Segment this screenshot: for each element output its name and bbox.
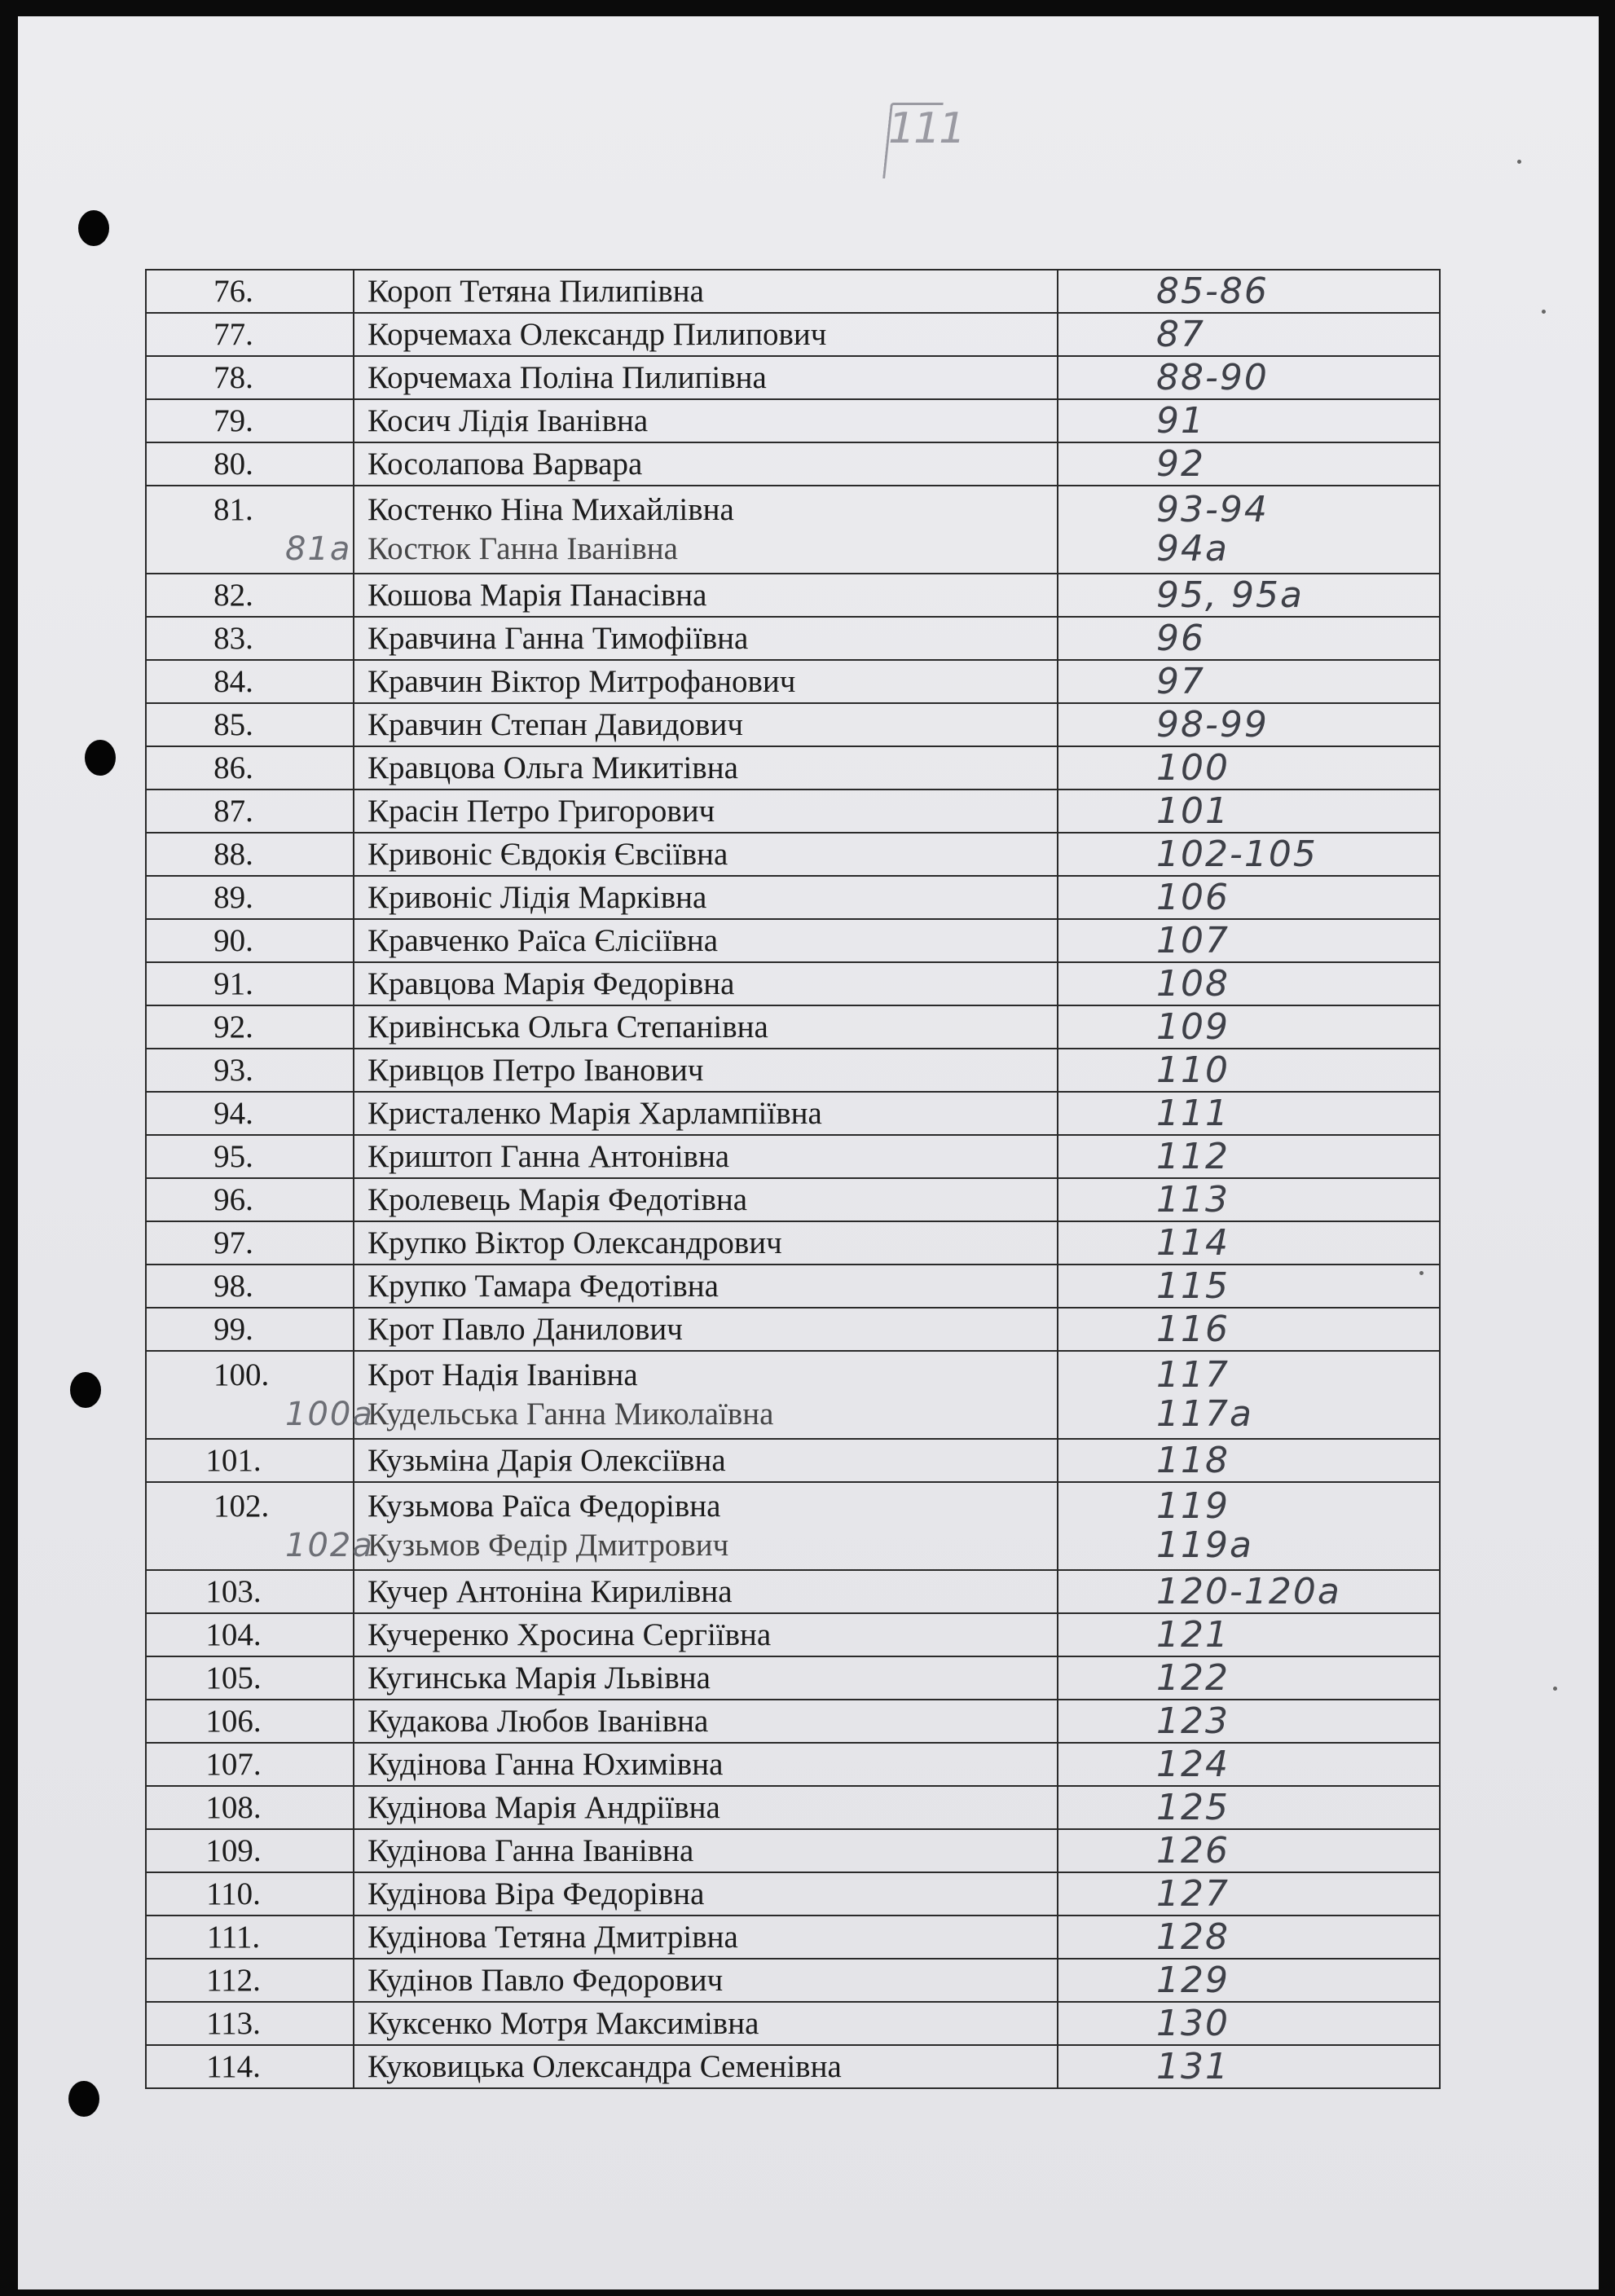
row-number-cell xyxy=(146,1786,354,1829)
register-body xyxy=(146,270,1440,2088)
row-number-cell xyxy=(146,2045,354,2088)
row-number-cell xyxy=(146,1656,354,1700)
table-row xyxy=(146,790,1440,833)
row-number-cell xyxy=(146,919,354,962)
row-pages-cell xyxy=(1058,313,1440,356)
row-number: 84. xyxy=(213,664,253,699)
row-name: Короп Тетяна Пилипівна xyxy=(367,274,704,309)
table-row xyxy=(146,1959,1440,2002)
row-number-cell xyxy=(146,1439,354,1482)
row-pages-cell xyxy=(1058,1351,1440,1439)
row-pages: 91 xyxy=(1156,399,1205,442)
row-pages: 106 xyxy=(1156,876,1230,918)
table-row xyxy=(146,833,1440,876)
row-number: 81. xyxy=(213,492,253,527)
table-row xyxy=(146,1613,1440,1656)
row-pages-cell xyxy=(1058,356,1440,399)
row-pages: 118 xyxy=(1156,1439,1230,1481)
row-name: Кудінов Павло Федорович xyxy=(367,1963,724,1998)
row-pages-cell xyxy=(1058,617,1440,660)
row-pages-cell xyxy=(1058,962,1440,1005)
table-row xyxy=(146,574,1440,617)
row-number: 110. xyxy=(206,1876,261,1911)
row-pages-cell xyxy=(1058,876,1440,919)
row-number-cell xyxy=(146,660,354,703)
row-number: 90. xyxy=(213,923,253,958)
row-number-cell xyxy=(146,399,354,442)
row-number-cell xyxy=(146,1916,354,1959)
row-name-cell xyxy=(354,746,1058,790)
row-number-cell xyxy=(146,486,354,574)
row-number-cell xyxy=(146,1005,354,1049)
row-pages-cell xyxy=(1058,919,1440,962)
row-sub-number: 100а xyxy=(285,1396,374,1433)
table-row xyxy=(146,1439,1440,1482)
row-pages: 131 xyxy=(1156,2045,1230,2087)
row-name: Кугинська Марія Львівна xyxy=(367,1660,711,1696)
row-number: 107. xyxy=(205,1747,262,1782)
row-name-cell xyxy=(354,574,1058,617)
row-sub-number: 102а xyxy=(285,1527,374,1564)
row-name: Кравцова Ольга Микитівна xyxy=(367,750,738,785)
table-row xyxy=(146,919,1440,962)
row-pages-cell xyxy=(1058,1135,1440,1178)
row-pages-cell xyxy=(1058,2002,1440,2045)
row-pages-cell xyxy=(1058,790,1440,833)
row-name-cell xyxy=(354,833,1058,876)
row-name: Кузьмова Раїса Федорівна xyxy=(367,1489,721,1524)
row-name: Кудінова Віра Федорівна xyxy=(367,1876,705,1911)
row-name: Кравчин Степан Давидович xyxy=(367,707,743,742)
row-pages-cell xyxy=(1058,574,1440,617)
table-row xyxy=(146,1786,1440,1829)
row-number-cell xyxy=(146,1135,354,1178)
table-row xyxy=(146,1482,1440,1570)
row-pages: 92 xyxy=(1156,442,1205,485)
table-row xyxy=(146,1308,1440,1351)
row-number-cell xyxy=(146,1265,354,1308)
row-name: Кристаленко Марія Харлампіївна xyxy=(367,1096,822,1131)
row-pages: 121 xyxy=(1156,1613,1230,1656)
punch-hole-icon xyxy=(85,740,116,776)
row-name: Кролевець Марія Федотівна xyxy=(367,1182,748,1217)
row-number-cell xyxy=(146,1570,354,1613)
row-number: 96. xyxy=(213,1182,253,1217)
table-row xyxy=(146,1178,1440,1221)
row-name: Кравчина Ганна Тимофіївна xyxy=(367,621,749,656)
row-number: 78. xyxy=(213,360,253,395)
row-name: Кравченко Раїса Єлісіївна xyxy=(367,923,719,958)
row-pages-cell xyxy=(1058,486,1440,574)
row-pages-cell xyxy=(1058,1829,1440,1872)
row-pages: 96 xyxy=(1156,617,1205,659)
row-name: Кравцова Марія Федорівна xyxy=(367,966,735,1001)
row-number: 86. xyxy=(213,750,253,785)
punch-hole-icon xyxy=(70,1372,101,1408)
row-number: 105. xyxy=(205,1660,262,1696)
row-name-cell xyxy=(354,1872,1058,1916)
row-sub-name: Костюк Ганна Іванівна xyxy=(367,531,678,566)
row-name: Кудінова Тетяна Дмитрівна xyxy=(367,1920,738,1955)
row-pages: 110 xyxy=(1156,1049,1230,1091)
table-row xyxy=(146,1700,1440,1743)
row-name-cell xyxy=(354,660,1058,703)
row-number-cell xyxy=(146,1092,354,1135)
document-page xyxy=(18,16,1599,2289)
row-number-cell xyxy=(146,1700,354,1743)
row-name: Куковицька Олександра Семенівна xyxy=(367,2049,842,2084)
row-pages: 98-99 xyxy=(1156,703,1269,746)
row-number: 103. xyxy=(205,1574,262,1609)
row-name: Красін Петро Григорович xyxy=(367,794,715,829)
row-pages-cell xyxy=(1058,2045,1440,2088)
row-name: Кривінська Ольга Степанівна xyxy=(367,1009,768,1045)
row-pages-cell xyxy=(1058,1265,1440,1308)
table-row xyxy=(146,356,1440,399)
row-number-cell xyxy=(146,1049,354,1092)
row-name: Кривоніс Євдокія Євсіївна xyxy=(367,837,728,872)
table-row xyxy=(146,1872,1440,1916)
row-pages-cell xyxy=(1058,833,1440,876)
row-number: 79. xyxy=(213,403,253,438)
row-pages: 129 xyxy=(1156,1959,1230,2001)
row-pages-cell xyxy=(1058,1656,1440,1700)
row-pages: 108 xyxy=(1156,962,1230,1005)
row-pages: 126 xyxy=(1156,1829,1230,1872)
folio-number: 111 xyxy=(888,104,965,153)
row-name: Косич Лідія Іванівна xyxy=(367,403,649,438)
row-number: 111. xyxy=(206,1920,261,1955)
row-name-cell xyxy=(354,1959,1058,2002)
table-row xyxy=(146,1049,1440,1092)
table-row xyxy=(146,1743,1440,1786)
row-number-cell xyxy=(146,617,354,660)
row-number-cell xyxy=(146,703,354,746)
row-pages-cell xyxy=(1058,1221,1440,1265)
table-row xyxy=(146,2002,1440,2045)
row-pages-cell xyxy=(1058,1743,1440,1786)
row-sub-pages: 119а xyxy=(1156,1524,1253,1566)
row-number: 87. xyxy=(213,794,253,829)
row-name-cell xyxy=(354,790,1058,833)
row-pages: 115 xyxy=(1156,1265,1230,1307)
row-pages: 116 xyxy=(1156,1308,1230,1350)
table-row xyxy=(146,399,1440,442)
row-number-cell xyxy=(146,962,354,1005)
row-number: 85. xyxy=(213,707,253,742)
row-sub-number: 81а xyxy=(285,530,352,568)
row-name-cell xyxy=(354,1049,1058,1092)
table-row xyxy=(146,270,1440,313)
table-row xyxy=(146,1265,1440,1308)
row-pages: 100 xyxy=(1156,746,1230,789)
table-row xyxy=(146,962,1440,1005)
row-name-cell xyxy=(354,1916,1058,1959)
row-pages-cell xyxy=(1058,1308,1440,1351)
row-number: 95. xyxy=(213,1139,253,1174)
row-number: 108. xyxy=(205,1790,262,1825)
row-name-cell xyxy=(354,617,1058,660)
row-pages: 109 xyxy=(1156,1005,1230,1048)
table-row xyxy=(146,1916,1440,1959)
row-number: 109. xyxy=(205,1833,262,1868)
row-sub-pages: 94а xyxy=(1156,528,1229,570)
table-row xyxy=(146,1005,1440,1049)
row-pages-cell xyxy=(1058,1482,1440,1570)
row-number-cell xyxy=(146,1613,354,1656)
row-number-cell xyxy=(146,833,354,876)
row-name: Кучеренко Хросина Сергіївна xyxy=(367,1617,772,1652)
row-name: Криштоп Ганна Антонівна xyxy=(367,1139,730,1174)
row-number-cell xyxy=(146,574,354,617)
row-number-cell xyxy=(146,270,354,313)
row-number: 104. xyxy=(205,1617,262,1652)
table-row xyxy=(146,1221,1440,1265)
speck xyxy=(1542,310,1546,314)
row-sub-name: Кудельська Ганна Миколаївна xyxy=(367,1397,774,1432)
table-row xyxy=(146,1570,1440,1613)
row-pages-cell xyxy=(1058,1786,1440,1829)
row-name-cell xyxy=(354,1482,1058,1570)
row-name: Кудакова Любов Іванівна xyxy=(367,1704,709,1739)
row-pages: 93-94 xyxy=(1156,489,1269,530)
row-pages-cell xyxy=(1058,1005,1440,1049)
row-number-cell xyxy=(146,1178,354,1221)
row-name-cell xyxy=(354,2002,1058,2045)
row-name-cell xyxy=(354,1439,1058,1482)
row-pages: 102-105 xyxy=(1156,833,1318,875)
row-number: 101. xyxy=(205,1443,262,1478)
row-name-cell xyxy=(354,399,1058,442)
row-number: 88. xyxy=(213,837,253,872)
row-name-cell xyxy=(354,270,1058,313)
row-name-cell xyxy=(354,1829,1058,1872)
row-pages-cell xyxy=(1058,1613,1440,1656)
row-pages: 95, 95а xyxy=(1156,574,1304,616)
row-pages-cell xyxy=(1058,1570,1440,1613)
table-row xyxy=(146,486,1440,574)
row-pages: 120-120а xyxy=(1156,1570,1341,1612)
row-name: Косолапова Варвара xyxy=(367,446,643,482)
row-pages: 124 xyxy=(1156,1743,1230,1785)
row-name: Кривцов Петро Іванович xyxy=(367,1053,704,1088)
row-pages: 119 xyxy=(1156,1485,1230,1527)
row-name: Крот Павло Данилович xyxy=(367,1312,683,1347)
row-name: Кудінова Марія Андріївна xyxy=(367,1790,720,1825)
row-name-cell xyxy=(354,1092,1058,1135)
row-name: Крупко Віктор Олександрович xyxy=(367,1225,782,1260)
row-name: Костенко Ніна Михайлівна xyxy=(367,492,734,527)
row-name-cell xyxy=(354,876,1058,919)
table-row xyxy=(146,1092,1440,1135)
row-name-cell xyxy=(354,962,1058,1005)
row-sub-pages: 117а xyxy=(1156,1393,1253,1435)
row-number-cell xyxy=(146,1221,354,1265)
row-sub-name: Кузьмов Федір Дмитрович xyxy=(367,1528,729,1563)
row-number-cell xyxy=(146,1351,374,1439)
row-number: 99. xyxy=(213,1312,253,1347)
row-number: 94. xyxy=(213,1096,253,1131)
row-pages-cell xyxy=(1058,1872,1440,1916)
row-pages-cell xyxy=(1058,1049,1440,1092)
row-pages-cell xyxy=(1058,1092,1440,1135)
row-number: 106. xyxy=(205,1704,262,1739)
row-pages: 113 xyxy=(1156,1178,1230,1221)
row-pages-cell xyxy=(1058,1700,1440,1743)
row-name: Кучер Антоніна Кирилівна xyxy=(367,1574,733,1609)
row-name-cell xyxy=(354,1656,1058,1700)
table-row xyxy=(146,703,1440,746)
table-row xyxy=(146,876,1440,919)
table-row xyxy=(146,1135,1440,1178)
row-pages: 114 xyxy=(1156,1221,1230,1264)
table-row xyxy=(146,2045,1440,2088)
table-row xyxy=(146,660,1440,703)
row-number: 76. xyxy=(213,274,253,309)
row-number-cell xyxy=(146,356,354,399)
row-pages: 88-90 xyxy=(1156,356,1269,398)
row-number: 91. xyxy=(213,966,253,1001)
table-row xyxy=(146,746,1440,790)
row-pages: 122 xyxy=(1156,1656,1230,1699)
row-pages-cell xyxy=(1058,746,1440,790)
row-pages: 117 xyxy=(1156,1354,1230,1396)
row-number: 100. xyxy=(213,1357,270,1392)
row-name-cell xyxy=(354,1265,1058,1308)
table-row xyxy=(146,1829,1440,1872)
row-pages-cell xyxy=(1058,270,1440,313)
row-name: Крупко Тамара Федотівна xyxy=(367,1269,719,1304)
row-name-cell xyxy=(354,1221,1058,1265)
row-number: 114. xyxy=(206,2049,261,2084)
row-name-cell xyxy=(354,356,1058,399)
row-name: Кравчин Віктор Митрофанович xyxy=(367,664,796,699)
row-name-cell xyxy=(354,486,1058,574)
table-row xyxy=(146,1656,1440,1700)
row-name-cell xyxy=(354,1178,1058,1221)
row-number: 83. xyxy=(213,621,253,656)
punch-hole-icon xyxy=(78,210,109,246)
row-name: Кошова Марія Панасівна xyxy=(367,578,707,613)
row-pages: 128 xyxy=(1156,1916,1230,1958)
row-pages: 130 xyxy=(1156,2002,1230,2044)
row-pages: 127 xyxy=(1156,1872,1230,1915)
row-pages: 97 xyxy=(1156,660,1205,702)
row-name-cell xyxy=(354,1700,1058,1743)
row-name: Куксенко Мотря Максимівна xyxy=(367,2006,759,2041)
row-pages-cell xyxy=(1058,1916,1440,1959)
row-number-cell xyxy=(146,313,354,356)
row-number-cell xyxy=(146,1308,354,1351)
table-row xyxy=(146,442,1440,486)
row-name-cell xyxy=(354,1308,1058,1351)
row-pages-cell xyxy=(1058,703,1440,746)
row-number-cell xyxy=(146,1872,354,1916)
row-number: 112. xyxy=(206,1963,261,1998)
row-pages-cell xyxy=(1058,1959,1440,2002)
row-number: 98. xyxy=(213,1269,253,1304)
row-name: Кудінова Ганна Юхимівна xyxy=(367,1747,724,1782)
row-pages: 112 xyxy=(1156,1135,1230,1177)
row-pages-cell xyxy=(1058,660,1440,703)
row-name-cell xyxy=(354,1743,1058,1786)
row-number-cell xyxy=(146,746,354,790)
row-name: Крот Надія Іванівна xyxy=(367,1357,638,1392)
punch-hole-icon xyxy=(68,2081,99,2117)
row-number: 102. xyxy=(213,1489,270,1524)
row-number-cell xyxy=(146,790,354,833)
row-pages-cell xyxy=(1058,399,1440,442)
row-number-cell xyxy=(146,1743,354,1786)
row-number: 80. xyxy=(213,446,253,482)
row-pages: 85-86 xyxy=(1156,270,1269,312)
row-name-cell xyxy=(354,703,1058,746)
row-pages: 107 xyxy=(1156,919,1230,961)
row-name-cell xyxy=(354,313,1058,356)
row-number-cell xyxy=(146,2002,354,2045)
row-number-cell xyxy=(146,442,354,486)
row-name-cell xyxy=(354,1786,1058,1829)
row-pages-cell xyxy=(1058,1178,1440,1221)
table-row xyxy=(146,313,1440,356)
speck xyxy=(1517,160,1521,164)
register-table xyxy=(145,269,1441,2089)
row-name: Корчемаха Олександр Пилипович xyxy=(367,317,827,352)
row-name: Кривоніс Лідія Марківна xyxy=(367,880,707,915)
row-name-cell xyxy=(354,2045,1058,2088)
row-number: 113. xyxy=(206,2006,261,2041)
row-pages: 123 xyxy=(1156,1700,1230,1742)
row-pages: 101 xyxy=(1156,790,1230,832)
row-name-cell xyxy=(354,1570,1058,1613)
table-row xyxy=(146,1351,1440,1439)
row-number-cell xyxy=(146,1959,354,2002)
row-name-cell xyxy=(354,919,1058,962)
row-number: 92. xyxy=(213,1009,253,1045)
row-pages-cell xyxy=(1058,442,1440,486)
row-number-cell xyxy=(146,1829,354,1872)
row-name-cell xyxy=(354,1135,1058,1178)
row-name-cell xyxy=(354,442,1058,486)
row-pages: 125 xyxy=(1156,1786,1230,1828)
row-pages-cell xyxy=(1058,1439,1440,1482)
row-number: 82. xyxy=(213,578,253,613)
row-name-cell xyxy=(354,1613,1058,1656)
row-number-cell xyxy=(146,1482,374,1570)
row-pages: 87 xyxy=(1156,313,1205,355)
table-row xyxy=(146,617,1440,660)
row-name-cell xyxy=(354,1351,1058,1439)
row-number: 93. xyxy=(213,1053,253,1088)
speck xyxy=(1553,1687,1557,1691)
row-name: Кузьміна Дарія Олексіївна xyxy=(367,1443,726,1478)
row-number: 97. xyxy=(213,1225,253,1260)
row-name: Кудінова Ганна Іванівна xyxy=(367,1833,694,1868)
row-name-cell xyxy=(354,1005,1058,1049)
row-pages: 111 xyxy=(1156,1092,1230,1134)
row-number-cell xyxy=(146,876,354,919)
row-number: 89. xyxy=(213,880,253,915)
row-number: 77. xyxy=(213,317,253,352)
row-name: Корчемаха Поліна Пилипівна xyxy=(367,360,767,395)
